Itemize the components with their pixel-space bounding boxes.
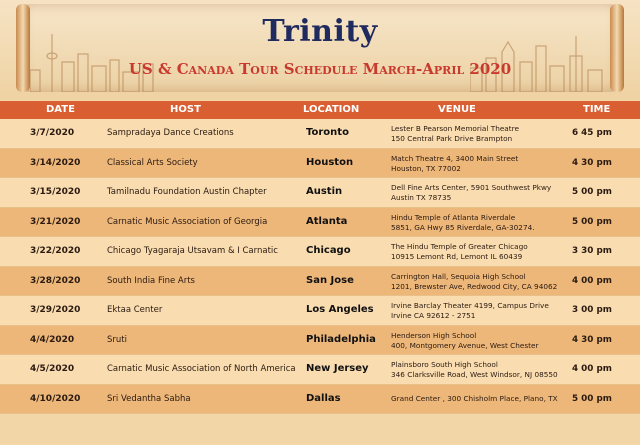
table-row [0, 267, 640, 297]
header-host: HOST [170, 104, 201, 115]
table-row [0, 208, 640, 238]
time-cell: 3 00 pm [572, 305, 612, 315]
time-cell: 4 00 pm [572, 364, 612, 374]
time-cell: 5 00 pm [572, 187, 612, 197]
venue-cell [391, 394, 569, 404]
venue-line-1: Lester B Pearson Memorial Theatre [391, 124, 519, 133]
date-cell: 3/28/2020 [30, 275, 81, 286]
venue-cell [391, 242, 569, 262]
venue-cell [391, 331, 569, 351]
location-cell: New Jersey [306, 363, 369, 374]
time-cell: 5 00 pm [572, 393, 612, 404]
venue-line-2: Houston, TX 77002 [391, 163, 461, 173]
venue-line-1: Plainsboro South High School [391, 360, 498, 369]
host-cell: Ektaa Center [107, 305, 163, 315]
venue-cell [391, 154, 569, 174]
location-cell: Philadelphia [306, 333, 376, 345]
location-cell: Austin [306, 186, 343, 197]
host-cell: Sampradaya Dance Creations [107, 128, 234, 138]
date-cell: 4/4/2020 [30, 334, 75, 345]
date-cell: 3/21/2020 [30, 216, 81, 227]
table-header [0, 101, 640, 119]
venue-line-1: Henderson High School [391, 330, 477, 340]
location-cell: San Jose [306, 274, 354, 286]
header-location: LOCATION [303, 104, 360, 115]
host-cell: Sri Vedantha Sabha [107, 393, 191, 404]
venue-line-2: 400, Montgomery Avenue, West Chester [391, 340, 539, 350]
venue-line-1: Hindu Temple of Atlanta Riverdale [391, 212, 516, 222]
location-cell: Houston [306, 156, 354, 168]
venue-line-1: Grand Center , 300 Chisholm Place, Plano, TX [391, 393, 558, 403]
location-cell: Dallas [306, 392, 341, 404]
date-cell: 3/15/2020 [30, 187, 81, 197]
venue-line-2: Austin TX 78735 [391, 193, 452, 202]
date-cell: 3/22/2020 [30, 246, 81, 256]
table-row [0, 326, 640, 356]
date-cell: 4/5/2020 [30, 364, 75, 374]
host-cell: Chicago Tyagaraja Utsavam & I Carnatic [107, 246, 278, 256]
header-venue: VENUE [438, 104, 476, 115]
time-cell: 4 00 pm [572, 275, 612, 286]
venue-cell [391, 213, 569, 233]
venue-line-1: The Hindu Temple of Greater Chicago [391, 242, 528, 251]
table-row [0, 296, 640, 326]
venue-line-1: Carrington Hall, Sequoia High School [391, 271, 526, 281]
page-subtitle: US & Canada Tour Schedule March-April 2020 [128, 60, 512, 78]
location-cell: Atlanta [306, 215, 348, 227]
location-cell: Toronto [306, 127, 349, 138]
venue-line-2: 5851, GA Hwy 85 Riverdale, GA-30274. [391, 222, 535, 232]
venue-cell [391, 183, 569, 203]
venue-line-1: Irvine Barclay Theater 4199, Campus Drive [391, 301, 549, 310]
host-cell: Tamilnadu Foundation Austin Chapter [107, 187, 267, 197]
venue-line-2: 150 Central Park Drive Brampton [391, 134, 513, 143]
host-cell: South India Fine Arts [107, 275, 195, 286]
time-cell: 3 30 pm [572, 246, 612, 256]
schedule-table [0, 119, 640, 414]
date-cell: 3/29/2020 [30, 305, 81, 315]
venue-line-2: Irvine CA 92612 - 2751 [391, 311, 476, 320]
table-row [0, 178, 640, 208]
table-row [0, 237, 640, 267]
header-time: TIME [583, 104, 611, 115]
venue-line-1: Dell Fine Arts Center, 5901 Southwest Pkwy [391, 183, 552, 192]
venue-cell [391, 124, 569, 144]
date-cell: 4/10/2020 [30, 393, 81, 404]
venue-cell [391, 301, 569, 321]
time-cell: 4 30 pm [572, 157, 612, 168]
host-cell: Carnatic Music Association of North America [107, 364, 296, 374]
host-cell: Carnatic Music Association of Georgia [107, 216, 268, 227]
host-cell: Sruti [107, 334, 127, 345]
page-title: Trinity [262, 14, 378, 49]
venue-line-2: 1201, Brewster Ave, Redwood City, CA 94062 [391, 281, 558, 291]
table-row [0, 355, 640, 385]
date-cell: 3/7/2020 [30, 128, 75, 138]
venue-line-1: Match Theatre 4, 3400 Main Street [391, 153, 519, 163]
venue-line-2: 346 Clarksville Road, West Windsor, NJ 08550 [391, 370, 558, 379]
venue-cell [391, 272, 569, 292]
date-cell: 3/14/2020 [30, 157, 81, 168]
location-cell: Chicago [306, 245, 351, 256]
host-cell: Classical Arts Society [107, 157, 198, 168]
venue-cell [391, 360, 569, 380]
table-row [0, 149, 640, 179]
time-cell: 6 45 pm [572, 128, 612, 138]
table-row [0, 119, 640, 149]
title-banner [0, 0, 640, 100]
venue-line-2: 10915 Lemont Rd, Lemont IL 60439 [391, 252, 523, 261]
table-row [0, 385, 640, 415]
header-date: DATE [46, 104, 75, 115]
location-cell: Los Angeles [306, 304, 374, 315]
time-cell: 5 00 pm [572, 216, 612, 227]
time-cell: 4 30 pm [572, 334, 612, 345]
